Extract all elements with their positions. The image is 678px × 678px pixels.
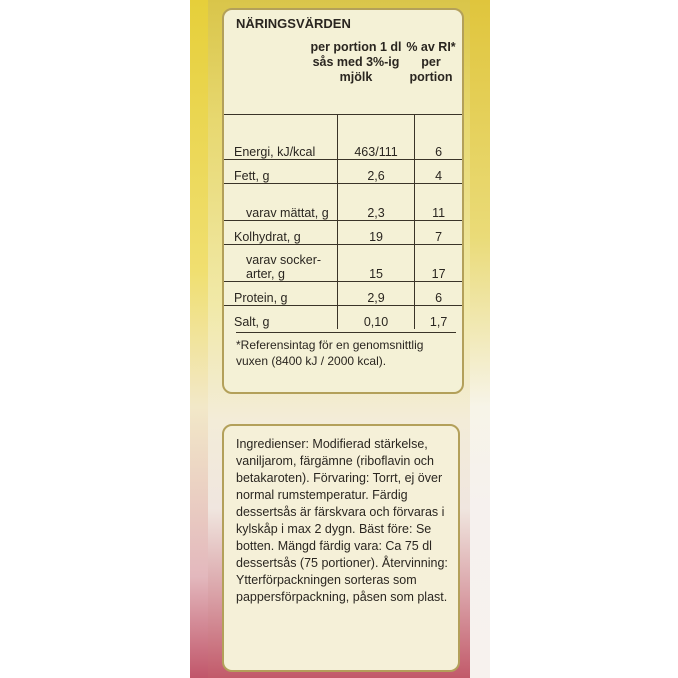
row-ri: 11 [415, 184, 462, 221]
row-ri: 6 [415, 115, 462, 160]
row-label: Salt, g [224, 306, 337, 330]
header-per-portion: per portion 1 dl sås med 3%-ig mjölk [310, 40, 402, 84]
row-label: Protein, g [224, 282, 337, 306]
table-row [224, 160, 462, 184]
row-label: varav mättat, g [224, 184, 337, 221]
row-portion: 0,10 [337, 306, 414, 330]
table-row [224, 245, 462, 282]
package-left-edge [190, 0, 208, 678]
row-label: Fett, g [224, 160, 337, 184]
row-ri: 7 [415, 221, 462, 245]
ingredients-panel [222, 424, 460, 672]
row-ri: 6 [415, 282, 462, 306]
table-row [224, 221, 462, 245]
header-ri: % av RI* per portion [406, 40, 456, 84]
ingredients-text: Ingredienser: Modifierad stärkelse, vaniljarom, färgämne (riboflavin och betakaroten). Förvaring: Torrt, ej över normal rumstemperatur. Färdig dessertsås är färskvara och förvaras i kylskåp i max 2 dygn. Bäst före: Se botten. Mängd färdig vara: Ca 75 dl dessertsås (75 portioner). Återvinning: Ytterförpackningen sorteras som pappersförpackning, påsen som plast. [236, 437, 448, 604]
nutrition-table [224, 114, 462, 329]
row-portion: 463/111 [337, 115, 414, 160]
row-portion: 15 [337, 245, 414, 282]
package-right-edge [470, 0, 490, 678]
row-label: Kolhydrat, g [224, 221, 337, 245]
footnote: *Referensintag för en genomsnittlig vuxen (8400 kJ / 2000 kcal). [236, 332, 456, 369]
row-portion: 2,6 [337, 160, 414, 184]
table-row [224, 282, 462, 306]
table-row [224, 115, 462, 160]
table-row [224, 184, 462, 221]
row-portion: 2,9 [337, 282, 414, 306]
row-ri: 17 [415, 245, 462, 282]
row-ri: 1,7 [415, 306, 462, 330]
nutrition-title: NÄRINGSVÄRDEN [236, 16, 351, 31]
row-label: Energi, kJ/kcal [224, 115, 337, 160]
row-label: varav socker-arter, g [224, 245, 337, 282]
row-portion: 19 [337, 221, 414, 245]
table-row [224, 306, 462, 330]
nutrition-panel [222, 8, 464, 394]
row-ri: 4 [415, 160, 462, 184]
row-portion: 2,3 [337, 184, 414, 221]
